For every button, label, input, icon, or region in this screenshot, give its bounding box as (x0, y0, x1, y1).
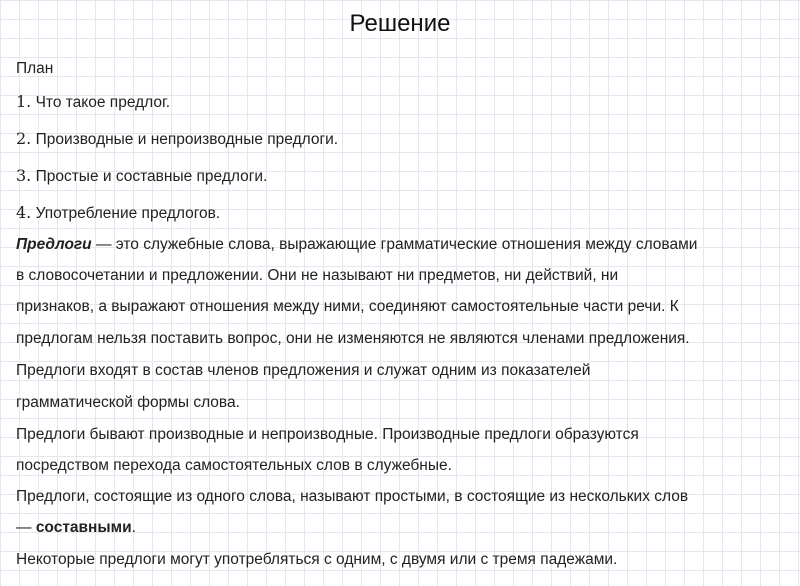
plan-item-text: Простые и составные предлоги. (35, 168, 268, 185)
plan-item-number: 1. (16, 92, 32, 111)
plan-item-number: 4. (16, 203, 32, 222)
body-line-10 (16, 519, 796, 537)
plan-item-3 (16, 166, 796, 186)
body-line-5: Предлоги входят в состав членов предложения и служат одним из показателей (16, 362, 591, 379)
period: . (131, 519, 136, 536)
definition-text: — это служебные слова, выражающие грамматические отношения между словами (91, 236, 698, 253)
body-line-9: Предлоги, состоящие из одного слова, называют простыми, в состоящие из нескольких слов (16, 488, 689, 505)
body-line-6: грамматической формы слова. (16, 394, 240, 411)
plan-item-number: 3. (16, 166, 32, 185)
plan-item-1 (16, 92, 796, 112)
plan-item-number: 2. (16, 129, 32, 148)
plan-label: План (16, 60, 54, 77)
page-title: Решение (349, 10, 451, 37)
bold-term-compound: составными (35, 519, 132, 536)
plan-item-text: Что такое предлог. (35, 94, 171, 111)
dash: — (16, 519, 36, 536)
body-line-8: посредством перехода самостоятельных слов в служебные. (16, 457, 452, 474)
definition-line (16, 236, 796, 254)
plan-item-text: Производные и непроизводные предлоги. (35, 131, 339, 148)
body-line-2: в словосочетании и предложении. Они не называют ни предметов, ни действий, ни (16, 267, 619, 284)
body-line-7: Предлоги бывают производные и непроизводные. Производные предлоги образуются (16, 426, 639, 443)
plan-item-4 (16, 203, 796, 223)
definition-term: Предлоги (16, 236, 92, 253)
body-line-3: признаков, а выражают отношения между ними, соединяют самостоятельные части речи. К (16, 298, 679, 315)
plan-item-text: Употребление предлогов. (35, 205, 221, 222)
body-line-4: предлогам нельзя поставить вопрос, они не изменяются не являются членами предложения. (16, 330, 690, 347)
body-line-11: Некоторые предлоги могут употребляться с одним, с двумя или с тремя падежами. (16, 551, 618, 568)
plan-item-2 (16, 129, 796, 149)
